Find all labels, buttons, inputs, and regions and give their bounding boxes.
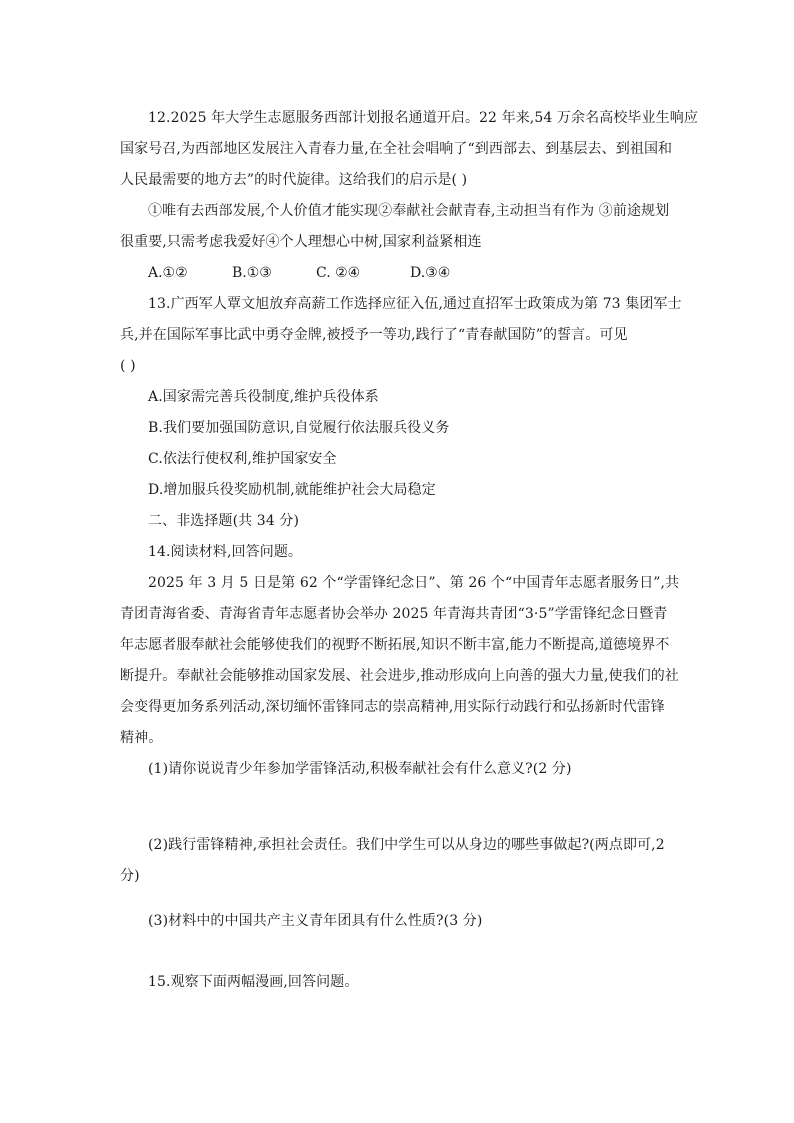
q13-option-d: D.增加服兵役奖励机制,就能维护社会大局稳定 [148, 482, 436, 498]
q14-sub-question-2-line-1: (2)践行雷锋精神,承担社会责任。我们中学生可以从身边的哪些事做起?(两点即可,2 [148, 837, 665, 853]
q13-option-c: C.依法行使权利,维护国家安全 [148, 451, 337, 467]
q12-line-1: 12.2025 年大学生志愿服务西部计划报名通道开启。22 年来,54 万余名高校毕业生响应 [148, 110, 698, 126]
q12-option-d: D.③④ [410, 265, 451, 281]
q14-material-line-1: 2025 年 3 月 5 日是第 62 个“学雷锋纪念日”、第 26 个“中国青年志愿者服务日”,共 [148, 575, 680, 591]
q14-material-line-4: 断提升。奉献社会能够推动国家发展、社会进步,推动形成向上向善的强大力量,使我们的社 [120, 668, 679, 684]
q13-line-2: 兵,并在国际军事比武中勇夺金牌,被授予一等功,践行了“青春献国防”的誓言。可见 [120, 327, 628, 343]
q12-option-a: A.①② [148, 265, 188, 281]
q14-sub-question-2-line-2: 分) [120, 868, 140, 884]
q13-line-1: 13.广西军人覃文旭放弃高薪工作选择应征入伍,通过直招军士政策成为第 73 集团军士 [148, 296, 682, 312]
q15-intro: 15.观察下面两幅漫画,回答问题。 [148, 974, 359, 990]
section-heading: 二、非选择题(共 34 分) [148, 513, 300, 529]
q12-statement-line-2: 很重要,只需考虑我爱好④个人理想心中树,国家利益紧相连 [120, 234, 482, 250]
q14-material-line-6: 精神。 [120, 730, 163, 746]
q14-material-line-5: 会变得更加务系列活动,深切缅怀雷锋同志的崇高精神,用实际行动践行和弘扬新时代雷锋 [120, 699, 665, 715]
q12-line-2: 国家号召,为西部地区发展注入青春力量,在全社会唱响了“到西部去、到基层去、到祖国和 [120, 141, 673, 157]
q14-intro: 14.阅读材料,回答问题。 [148, 544, 303, 560]
q14-sub-question-3: (3)材料中的中国共产主义青年团具有什么性质?(3 分) [148, 913, 483, 929]
q12-line-3: 人民最需要的地方去”的时代旋律。这给我们的启示是( ) [120, 172, 468, 188]
q14-sub-question-1: (1)请你说说青少年参加学雷锋活动,积极奉献社会有什么意义?(2 分) [148, 761, 572, 777]
q13-line-3: ( ) [120, 358, 136, 374]
q12-option-c: C. ②④ [316, 265, 361, 281]
q12-option-b: B.①③ [232, 265, 272, 281]
q14-material-line-2: 青团青海省委、青海省青年志愿者协会举办 2025 年青海共青团“3·5”学雷锋纪念日暨青 [120, 606, 668, 622]
q14-material-line-3: 年志愿者服奉献社会能够使我们的视野不断拓展,知识不断丰富,能力不断提高,道德境界不 [120, 637, 670, 653]
q12-statement-line-1: ①唯有去西部发展,个人价值才能实现②奉献社会献青春,主动担当有作为 ③前途规划 [148, 203, 670, 219]
q13-option-a: A.国家需完善兵役制度,维护兵役体系 [148, 389, 379, 405]
q12-options [148, 263, 450, 283]
q13-option-b: B.我们要加强国防意识,自觉履行依法服兵役义务 [148, 420, 450, 436]
